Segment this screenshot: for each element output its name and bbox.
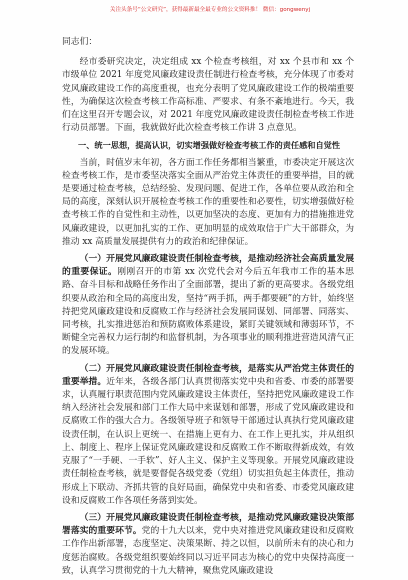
document-body bbox=[62, 36, 354, 580]
subsection-2-lead: （二）开展党风廉政建设责任制检查考核，是落实从严治党主体责任的重要举措。 bbox=[62, 363, 354, 387]
intro-paragraph: 经市委研究决定，决定组成 xx 个检查考核组，对 xx 个县市和 xx 个市级单位 2021 年度党风廉政建设责任制进行检查考核，充分体现了市委对党风廉政建设工作的高度重视，也充分表明了党风廉政建设工作的极端重要性，为确保这次检查考核工作高标准、严要求、有条不紊地进行。今天，我们在这里召开专题会议，对 2021 年度党风廉政建设责任制检查考核工作进行动员部署。下面，我就做好此次检查考核工作讲 3 点意见。 bbox=[62, 57, 354, 134]
subsection-3 bbox=[62, 512, 354, 578]
subsection-2-body: 近年来，各级各部门认真贯彻落实党中央和省委、市委的部署要求，认真履行职责范围内党风廉政建设主体责任，坚持把党风廉政建设工作纳入经济社会发展和部门工作大局中来谋划和部署，形成了党风廉政建设和反腐败工作的强大合力。各级领导班子和领导干部通过认真执行党风廉政建设责任制，在认识上更统一、在措施上更有力、在工作上更扎实，并从组织上、制度上、程序上保证党风廉政建设和反腐败工作不断取得新成效，有效克服了“一手硬、一手软”、好人主义、保护主义等现象。开展党风廉政建设责任制检查考核，就是要督促各级党委（党组）切实担负起主体责任，推动形成上下联动、齐抓共管的良好局面，确保党中央和省委、市委党风廉政建设和反腐败工作各项任务落到实处。 bbox=[62, 376, 354, 506]
subsection-1-lead: （一）开展党风廉政建设责任制检查考核，是推动经济社会高质量发展的重要保证。 bbox=[62, 254, 354, 278]
section-1-paragraph: 当前，时值岁末年初，各方面工作任务都相当繁重，市委决定开展这次检查考核工作，是市委坚决落实全面从严治党主体责任的重要举措，目的就是要通过检查考核，总结经验、发现问题、促进工作，各单位要从政治和全局的高度，深刻认识开展检查考核工作的重要性和必要性，切实增强做好检查考核工作的自觉性和主动性，以更加坚决的态度、更加有力的措施推进党风廉政建设，以更加扎实的工作、更加明显的成效取信于广大干部群众，为推动 xx 高质量发展提供有力的政治和纪律保证。 bbox=[62, 157, 354, 247]
subsection-1 bbox=[62, 253, 354, 359]
subsection-1-body: 刚刚召开的市第 xx 次党代会对今后五年我市工作的基本思路、奋斗目标和战略任务作出了全面部署，提出了新的更高要求。各级党组织要从政治和全局的高度出发，坚持“两手抓，两手都要硬”的方针，始终坚持把党风廉政建设和反腐败工作与经济社会发展同谋划、同部署、同落实、同考核，扎实推进惩治和预防腐败体系建设，紧盯关键领域和薄弱环节，不断健全完善权力运行制约和监督机制，为各项事业的顺利推进营造风清气正的发展环境。 bbox=[62, 267, 354, 357]
section-heading-1: 一、统一思想，提高认识，切实增强做好检查考核工作的责任感和自觉性 bbox=[78, 140, 341, 151]
promo-banner: 关注头条号“公文研究”，获得最新最全最专业的公文资料推！ 微信：gongwenyj bbox=[109, 7, 311, 13]
subsection-2 bbox=[62, 363, 354, 508]
salutation: 同志们： bbox=[62, 37, 98, 47]
subsection-3-lead: （三）开展党风廉政建设责任制检查考核，是推动党风廉政建设决策部署落实的重要环节。 bbox=[62, 512, 354, 537]
subsection-3-body: 党的十九大以来，党中央对推进党风廉政建设和反腐败工作作出新部署，态度坚定、决策果断、持之以恒，以前所未有的决心和力度惩治腐败。各级党组织要始终同以习近平同志为核心的党中央保持高度一致，认真学习贯彻党的十九大精神，聚焦党风廉政建设 bbox=[62, 526, 354, 576]
